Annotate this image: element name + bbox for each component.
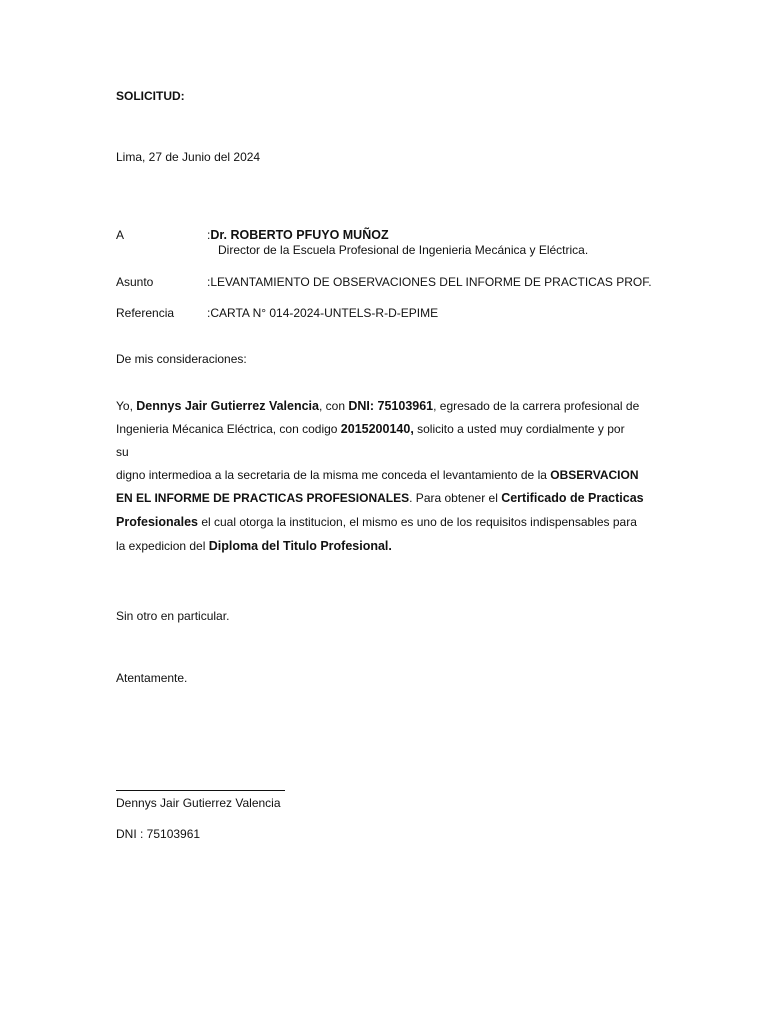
body-bold-text: Diploma del Titulo Profesional.	[208, 539, 392, 553]
recipient-name: Dr. ROBERTO PFUYO MUÑOZ	[210, 228, 389, 242]
body-line-5	[116, 490, 644, 506]
body-line-1	[116, 398, 639, 414]
greeting: De mis consideraciones:	[116, 352, 247, 366]
student-code: 2015200140,	[340, 422, 414, 436]
body-text: . Para obtener el	[409, 491, 502, 505]
body-text: el cual otorga la institucion, el mismo es uno de los requisitos indispensables para	[197, 515, 637, 529]
subject-label: Asunto	[116, 275, 154, 289]
signature-rule	[116, 790, 285, 791]
signature-name: Dennys Jair Gutierrez Valencia	[116, 796, 281, 810]
recipient-name-line	[207, 227, 389, 243]
body-text: solicito a usted muy cordialmente y por	[413, 422, 625, 436]
closing-line: Sin otro en particular.	[116, 609, 230, 623]
body-line-7	[116, 538, 392, 554]
letter-heading: SOLICITUD:	[116, 89, 185, 103]
body-bold-text: EN EL INFORME DE PRACTICAS PROFESIONALES	[116, 491, 410, 505]
reference-value: :CARTA N° 014-2024-UNTELS-R-D-EPIME	[207, 306, 439, 320]
reference-label: Referencia	[116, 306, 175, 320]
body-line-4	[116, 467, 639, 483]
body-text: la expedicion del	[116, 539, 209, 553]
body-bold-text: Profesionales	[116, 515, 198, 529]
body-line-3: su	[116, 445, 129, 459]
body-text: digno intermedioa a la secretaria de la misma me conceda el levantamiento de la	[116, 468, 551, 482]
body-bold-text: OBSERVACION	[550, 468, 639, 482]
recipient-label: A	[116, 228, 125, 242]
body-line-6	[116, 514, 637, 530]
subject-value: :LEVANTAMIENTO DE OBSERVACIONES DEL INFORME DE PRACTICAS PROF.	[207, 275, 652, 289]
body-text: Ingenieria Mécanica Eléctrica, con codigo	[116, 422, 341, 436]
body-text: Yo,	[116, 399, 137, 413]
body-line-2	[116, 421, 625, 437]
signature-dni: DNI : 75103961	[116, 827, 201, 841]
date-line: Lima, 27 de Junio del 2024	[116, 150, 261, 164]
applicant-dni: DNI: 75103961	[348, 399, 434, 413]
applicant-name: Dennys Jair Gutierrez Valencia	[136, 399, 319, 413]
recipient-prefix: :	[207, 228, 211, 242]
body-text: , con	[318, 399, 349, 413]
body-text: , egresado de la carrera profesional de	[433, 399, 640, 413]
farewell-line: Atentamente.	[116, 671, 188, 685]
recipient-role: Director de la Escuela Profesional de Ingenieria Mecánica y Eléctrica.	[218, 243, 589, 257]
body-bold-text: Certificado de Practicas	[501, 491, 644, 505]
